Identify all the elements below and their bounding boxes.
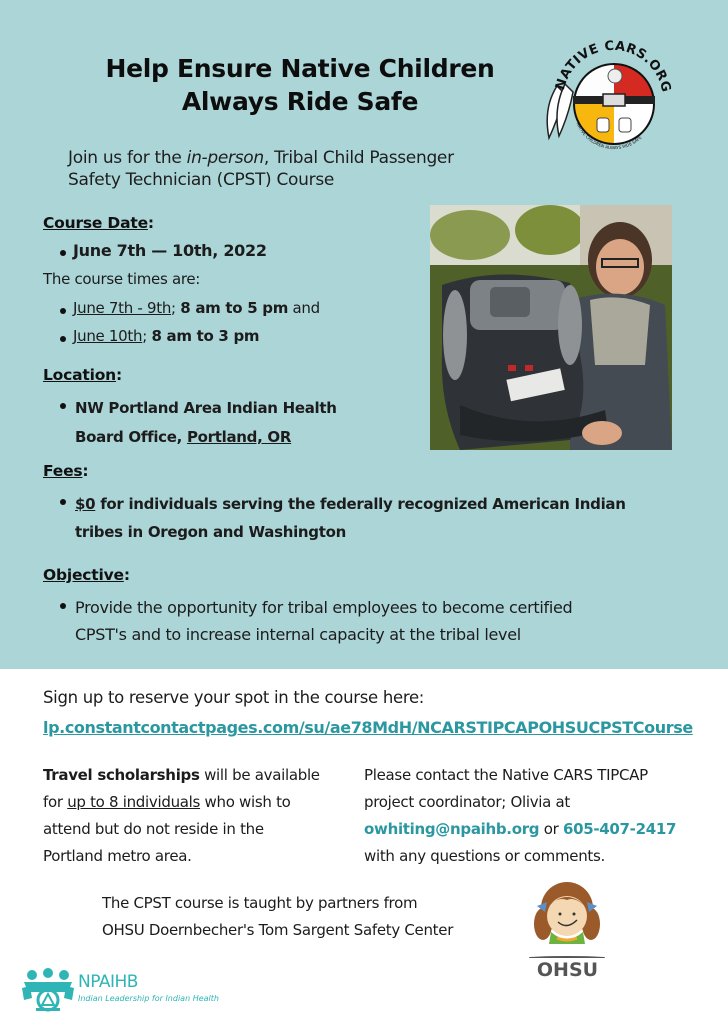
location-heading: Location:: [43, 366, 122, 384]
bullet: [60, 499, 66, 505]
ohsu-logo: [525, 876, 610, 986]
fees-heading: Fees:: [43, 462, 89, 480]
ohsu-wordmark: OHSU: [536, 959, 599, 981]
fees-description: $0 for individuals serving the federally recognized American Indian tribes in Oregon and Washington: [75, 495, 626, 541]
course-time-1: June 7th - 9th; 8 am to 5 pm and: [73, 299, 320, 317]
course-times-intro: The course times are:: [43, 270, 201, 288]
objective-description: Provide the opportunity for tribal employees to become certified CPST's and to increase internal capacity at the tribal level: [75, 598, 573, 644]
portland-link[interactable]: Portland, OR: [186, 428, 292, 446]
bullet: [60, 403, 66, 409]
email-link[interactable]: owhiting@npaihb.org: [364, 820, 540, 838]
photo-car-seat: [430, 205, 672, 450]
course-time-2: June 10th; 8 am to 3 pm: [73, 327, 260, 345]
svg-text:NATIVE CHILDREN ALWAYS RIDE SA: NATIVE CHILDREN ALWAYS RIDE SAFE: [575, 121, 643, 151]
intro-text: Join us for the in-person, Tribal Child Passenger Safety Technician (CPST) Course: [68, 148, 454, 190]
course-date-heading: Course Date:: [43, 214, 154, 232]
title-line-2: Always Ride Safe: [181, 87, 419, 116]
signup-link[interactable]: lp.constantcontactpages.com/su/ae78MdH/NCARSTIPCAPOHSUCPSTCourse: [43, 718, 693, 737]
ohsu-girl-icon: [525, 876, 610, 951]
objective-heading: Objective:: [43, 566, 130, 584]
bullet: [60, 308, 66, 314]
svg-text:NATIVE CARS.ORG: NATIVE CARS.ORG: [553, 38, 674, 94]
npaihb-tagline: Indian Leadership for Indian Health: [78, 994, 219, 1003]
course-dates: June 7th — 10th, 2022: [73, 241, 267, 260]
npaihb-name: NPAIHB: [78, 972, 138, 992]
bullet: [60, 603, 66, 609]
native-cars-logo-icon: [535, 38, 685, 158]
location-address: NW Portland Area Indian Health Board Office, Portland, OR: [75, 399, 337, 446]
phone-link[interactable]: 605-407-2417: [562, 820, 677, 838]
scholarship-text: Travel scholarships will be available for up to 8 individuals who wish to attend but do not reside in the Portland metro area.: [43, 766, 320, 865]
bullet: [60, 336, 66, 342]
npaihb-logo: [22, 968, 252, 1016]
npaihb-emblem-icon: [22, 968, 74, 1012]
partners-text: The CPST course is taught by partners from OHSU Doernbecher's Tom Sargent Safety Center: [102, 894, 454, 939]
native-cars-logo: [535, 38, 685, 158]
title-line-1: Help Ensure Native Children: [105, 54, 495, 83]
signup-prompt: Sign up to reserve your spot in the course here:: [43, 688, 425, 707]
contact-text: Please contact the Native CARS TIPCAP project coordinator; Olivia at owhiting@npaihb.org or 605-407-2417 with any questions or comments.: [364, 766, 677, 865]
car-seat-photo-icon: [430, 205, 672, 450]
page-title: [60, 52, 540, 118]
bullet: [60, 250, 66, 256]
